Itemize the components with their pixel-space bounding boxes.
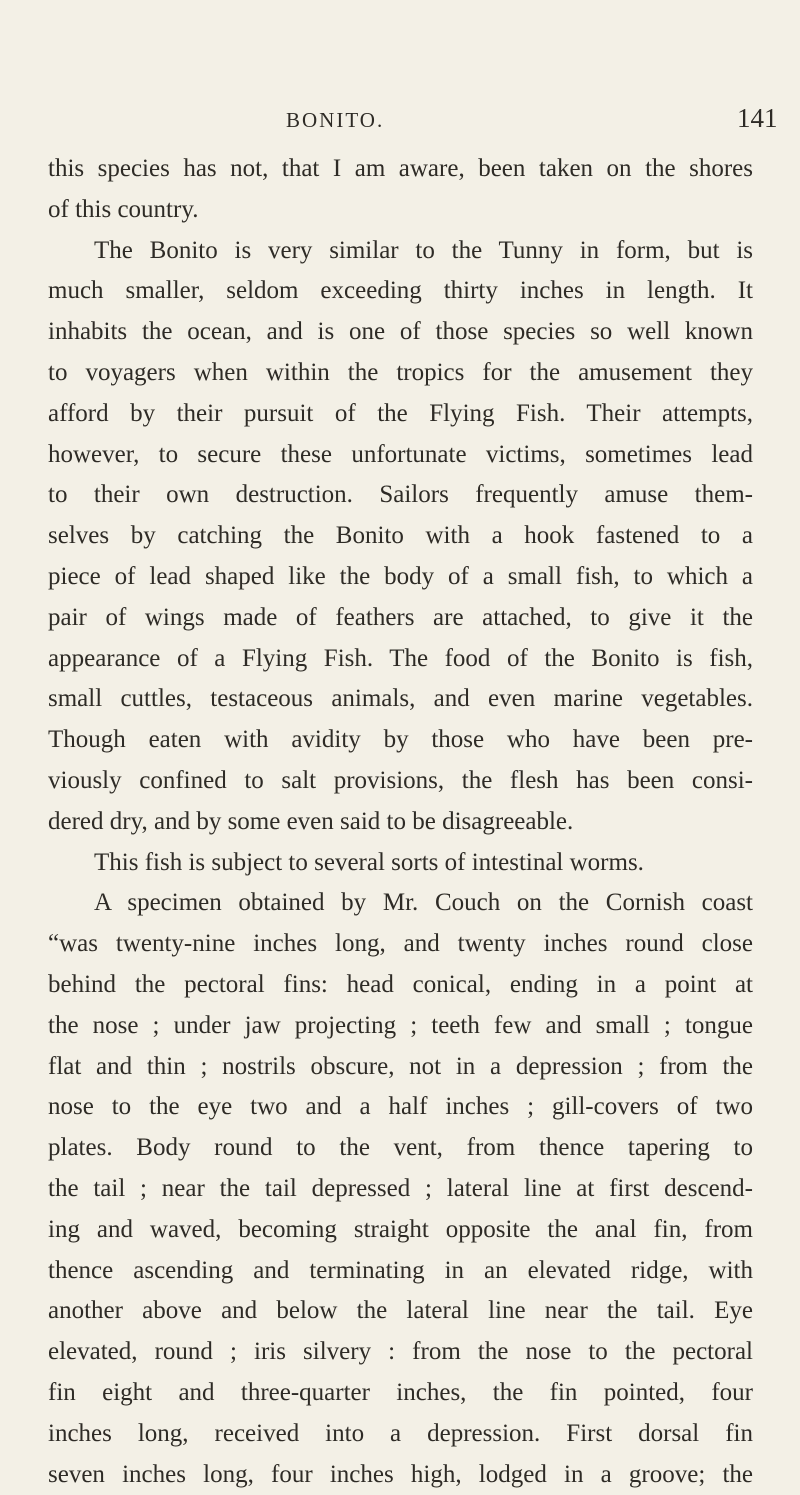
text-line: this species has not, that I am aware, been taken on the shores [48,149,753,190]
text-line: nose to the eye two and a half inches ; gill-covers of two [48,1087,753,1128]
text-line: plates. Body round to the vent, from thence tapering to [48,1128,753,1169]
text-line: elevated, round ; iris silvery : from the nose to the pectoral [48,1332,753,1373]
text-line: much smaller, seldom exceeding thirty inches in length. It [48,271,753,312]
text-line: of this country. [48,190,753,231]
text-line: fin eight and three-quarter inches, the fin pointed, four [48,1373,753,1414]
text-line: Though eaten with avidity by those who have been pre- [48,720,753,761]
text-line: afford by their pursuit of the Flying Fish. Their attempts, [48,394,753,435]
running-head [0,104,800,136]
running-title: BONITO. [286,108,384,132]
text-line: flat and thin ; nostrils obscure, not in a depression ; from the [48,1047,753,1088]
text-line: This fish is subject to several sorts of intestinal worms. [48,843,753,884]
text-line: small cuttles, testaceous animals, and even marine vegetables. [48,679,753,720]
text-line: pair of wings made of feathers are attached, to give it the [48,598,753,639]
body-text [48,149,753,1495]
text-line: ing and waved, becoming straight opposite the anal fin, from [48,1210,753,1251]
text-line: the tail ; near the tail depressed ; lateral line at first descend- [48,1169,753,1210]
text-line: piece of lead shaped like the body of a small fish, to which a [48,557,753,598]
text-line: another above and below the lateral line near the tail. Eye [48,1291,753,1332]
text-line: appearance of a Flying Fish. The food of the Bonito is fish, [48,639,753,680]
page-number: 141 [737,104,778,132]
text-line: thence ascending and terminating in an elevated ridge, with [48,1251,753,1292]
text-line: inhabits the ocean, and is one of those species so well known [48,312,753,353]
text-line: behind the pectoral fins: head conical, ending in a point at [48,965,753,1006]
text-line: inches long, received into a depression. First dorsal fin [48,1414,753,1455]
text-line: A specimen obtained by Mr. Couch on the Cornish coast [48,883,753,924]
text-line: dered dry, and by some even said to be disagreeable. [48,802,753,843]
text-line: selves by catching the Bonito with a hook fastened to a [48,516,753,557]
text-line: seven inches long, four inches high, lodged in a groove; the [48,1455,753,1495]
text-line: to voyagers when within the tropics for the amusement they [48,353,753,394]
text-line: viously confined to salt provisions, the flesh has been consi- [48,761,753,802]
text-line: The Bonito is very similar to the Tunny in form, but is [48,231,753,272]
text-line: “was twenty-nine inches long, and twenty inches round close [48,924,753,965]
text-line: however, to secure these unfortunate victims, sometimes lead [48,435,753,476]
text-line: to their own destruction. Sailors frequently amuse them- [48,475,753,516]
text-line: the nose ; under jaw projecting ; teeth few and small ; tongue [48,1006,753,1047]
